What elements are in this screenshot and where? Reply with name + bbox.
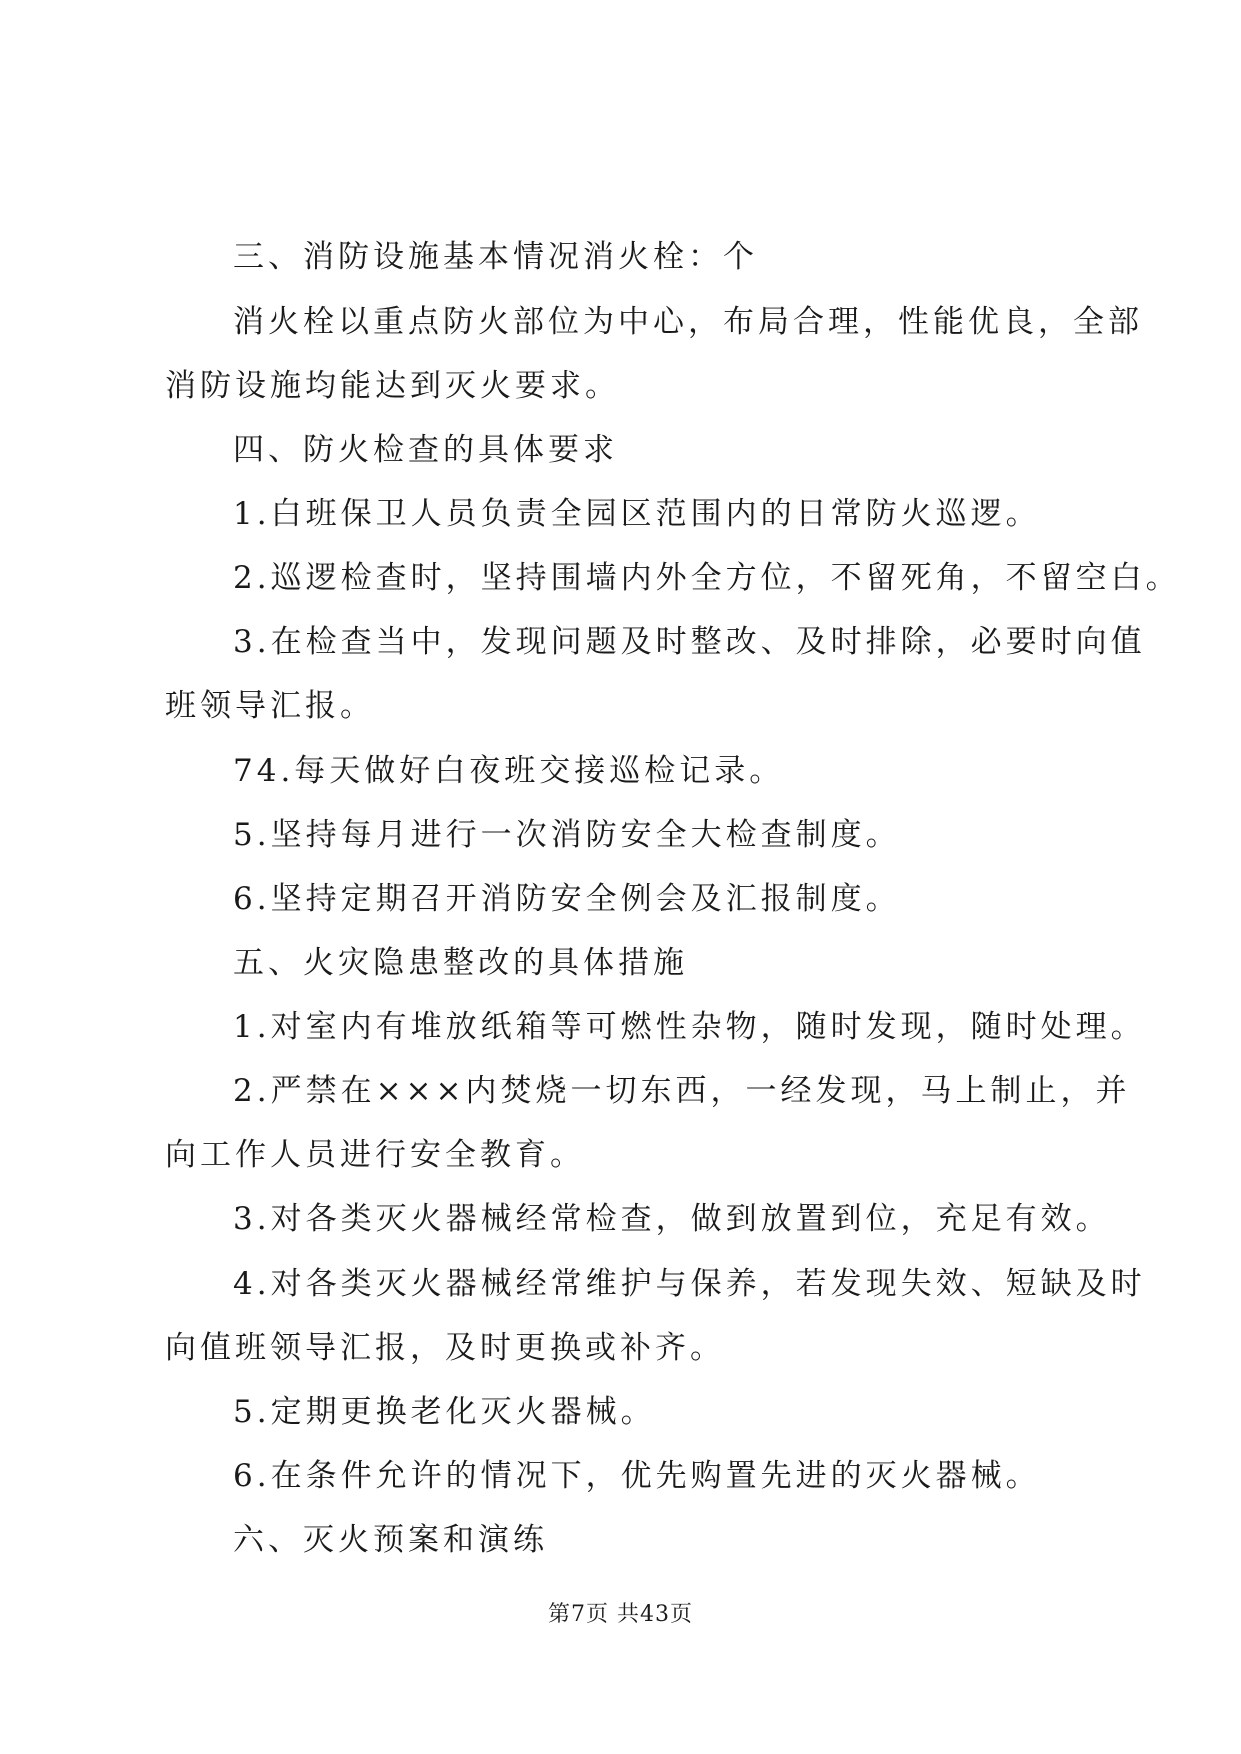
list-item: 3.在检查当中，发现问题及时整改、及时排除，必要时向值 xyxy=(233,624,1146,660)
list-item: 74.每天做好白夜班交接巡检记录。 xyxy=(233,753,785,789)
page-number-footer: 第7页 共43页 xyxy=(548,1602,693,1627)
list-item: 2.巡逻检查时，坚持围墙内外全方位，不留死角，不留空白。 xyxy=(233,560,1181,596)
paragraph-line: 消火栓以重点防火部位为中心，布局合理，性能优良，全部 xyxy=(233,304,1143,340)
list-item: 1.白班保卫人员负责全园区范围内的日常防火巡逻。 xyxy=(233,496,1041,532)
section-heading-6: 六、灭火预案和演练 xyxy=(233,1522,548,1558)
list-item: 5.坚持每月进行一次消防安全大检查制度。 xyxy=(233,817,901,853)
section-heading-4: 四、防火检查的具体要求 xyxy=(233,432,618,468)
list-item: 4.对各类灭火器械经常维护与保养，若发现失效、短缺及时 xyxy=(233,1266,1146,1302)
list-item: 3.对各类灭火器械经常检查，做到放置到位，充足有效。 xyxy=(233,1201,1111,1237)
section-heading-3: 三、消防设施基本情况消火栓：个 xyxy=(233,239,758,275)
list-item: 2.严禁在×××内焚烧一切东西，一经发现，马上制止，并 xyxy=(233,1073,1131,1109)
list-item-continuation: 班领导汇报。 xyxy=(165,688,375,724)
paragraph-line: 消防设施均能达到灭火要求。 xyxy=(165,368,620,404)
list-item-continuation: 向值班领导汇报，及时更换或补齐。 xyxy=(165,1330,725,1366)
list-item: 5.定期更换老化灭火器械。 xyxy=(233,1394,656,1430)
list-item: 6.坚持定期召开消防安全例会及汇报制度。 xyxy=(233,881,901,917)
list-item-continuation: 向工作人员进行安全教育。 xyxy=(165,1137,585,1173)
list-item: 6.在条件允许的情况下，优先购置先进的灭火器械。 xyxy=(233,1458,1041,1494)
section-heading-5: 五、火灾隐患整改的具体措施 xyxy=(233,945,688,981)
list-item: 1.对室内有堆放纸箱等可燃性杂物，随时发现，随时处理。 xyxy=(233,1009,1146,1045)
